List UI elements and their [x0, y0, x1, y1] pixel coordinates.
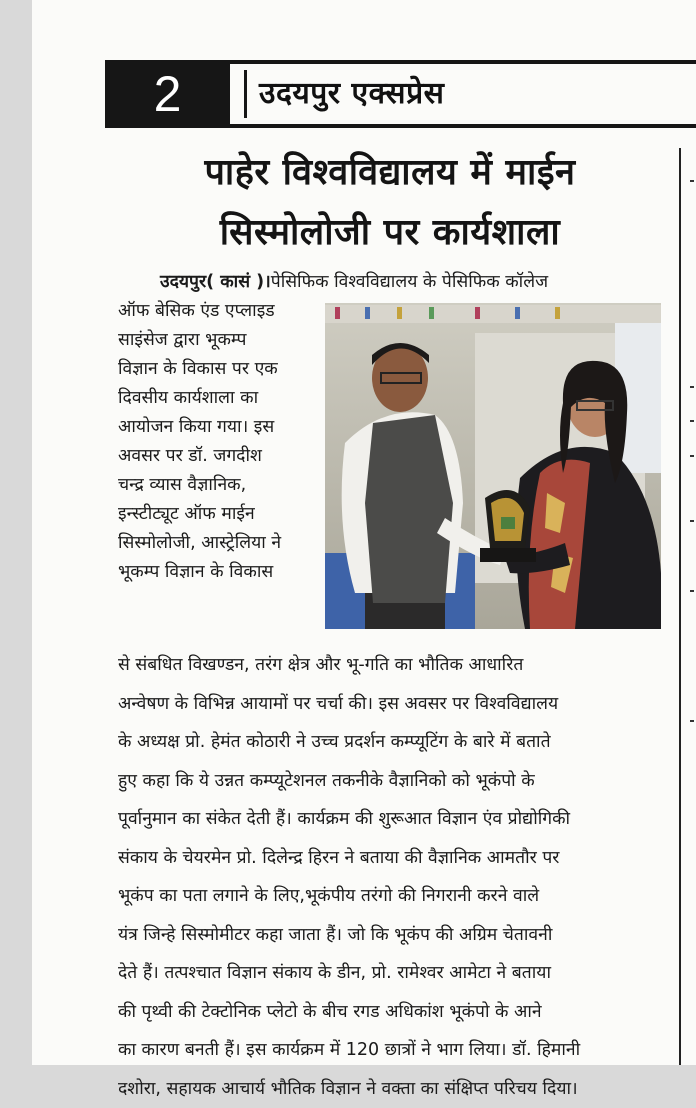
- newspaper-name: उदयपुर एक्सप्रेस: [244, 70, 444, 118]
- dateline: उदयपुर( कासं )।: [160, 272, 271, 292]
- column-edge-mark: [690, 420, 694, 422]
- text-line: के अध्यक्ष प्रो. हेमंत कोठारी ने उच्च प्रदर्शन कम्प्यूटिंग के बारे में बताते: [118, 723, 666, 762]
- text-line: भूकम्प विज्ञान के विकास: [118, 558, 323, 587]
- headline-line-2: सिस्मोलोजी पर कार्यशाला: [110, 206, 670, 255]
- column-edge-mark: [690, 386, 694, 388]
- masthead-bar: [230, 60, 696, 128]
- text-line: संकाय के चेयरमेन प्रो. दिलेन्द्र हिरन ने बताया की वैज्ञानिक आमतौर पर: [118, 839, 666, 878]
- left-column-text: [118, 297, 323, 587]
- text-line: साइंसेज द्वारा भूकम्प: [118, 326, 323, 355]
- text-line: का कारण बनती हैं। इस कार्यक्रम में 120 छात्रों ने भाग लिया। डॉ. हिमानी: [118, 1031, 666, 1070]
- article-body: [118, 646, 666, 1108]
- text-line: अवसर पर डॉ. जगदीश: [118, 442, 323, 471]
- page-number: 2: [105, 60, 230, 128]
- text-line: की पृथ्वी की टेक्टोनिक प्लेटो के बीच रगड अधिकांश भूकंपो के आने: [118, 993, 666, 1032]
- text-line: चन्द्र व्यास वैज्ञानिक,: [118, 471, 323, 500]
- text-line: ऑफ बेसिक एंड एप्लाइड: [118, 297, 323, 326]
- column-edge-mark: [690, 455, 694, 457]
- text-line: आयोजन किया गया। इस: [118, 413, 323, 442]
- column-edge-mark: [690, 590, 694, 592]
- column-edge-mark: [690, 520, 694, 522]
- text-line: पूर्वानुमान का संकेत देती हैं। कार्यक्रम की शुरूआत विज्ञान एंव प्रोद्योगिकी: [118, 800, 666, 839]
- text-line: देते हैं। तत्पश्चात विज्ञान संकाय के डीन, प्रो. रामेश्वर आमेटा ने बताया: [118, 954, 666, 993]
- text-line: विज्ञान के विकास पर एक: [118, 355, 323, 384]
- text-line: से संबधित विखण्डन, तरंग क्षेत्र और भू-गति का भौतिक आधारित: [118, 646, 666, 685]
- text-line: यंत्र जिन्हे सिस्मोमीटर कहा जाता हैं। जो कि भूकंप की अग्रिम चेतावनी: [118, 916, 666, 955]
- text-line: इन्स्टीट्यूट ऑफ माईन: [118, 500, 323, 529]
- lead-text: पेसिफिक विश्वविद्यालय के पेसिफिक कॉलेज: [271, 272, 548, 292]
- column-rule: [679, 148, 681, 1065]
- text-line: दिवसीय कार्यशाला का: [118, 384, 323, 413]
- text-line: अन्वेषण के विभिन्न आयामों पर चर्चा की। इस अवसर पर विश्वविद्यालय: [118, 685, 666, 724]
- text-line: भूकंप का पता लगाने के लिए,भूकंपीय तरंगो की निगरानी करने वाले: [118, 877, 666, 916]
- text-line: दशोरा, सहायक आचार्य भौतिक विज्ञान ने वक्ता का संक्षिप्त परिचय दिया।: [118, 1070, 666, 1108]
- event-photo: [325, 303, 661, 629]
- lead-line: [160, 268, 670, 297]
- text-line: हुए कहा कि ये उन्नत कम्प्यूटेशनल तकनीके वैज्ञानिको को भूकंपो के: [118, 762, 666, 801]
- bunting-decoration: [325, 305, 661, 323]
- text-line: सिस्मोलोजी, आस्ट्रेलिया ने: [118, 529, 323, 558]
- headline-line-1: पाहेर विश्वविद्यालय में माईन: [110, 146, 670, 195]
- column-edge-mark: [690, 720, 694, 722]
- column-edge-mark: [690, 180, 694, 182]
